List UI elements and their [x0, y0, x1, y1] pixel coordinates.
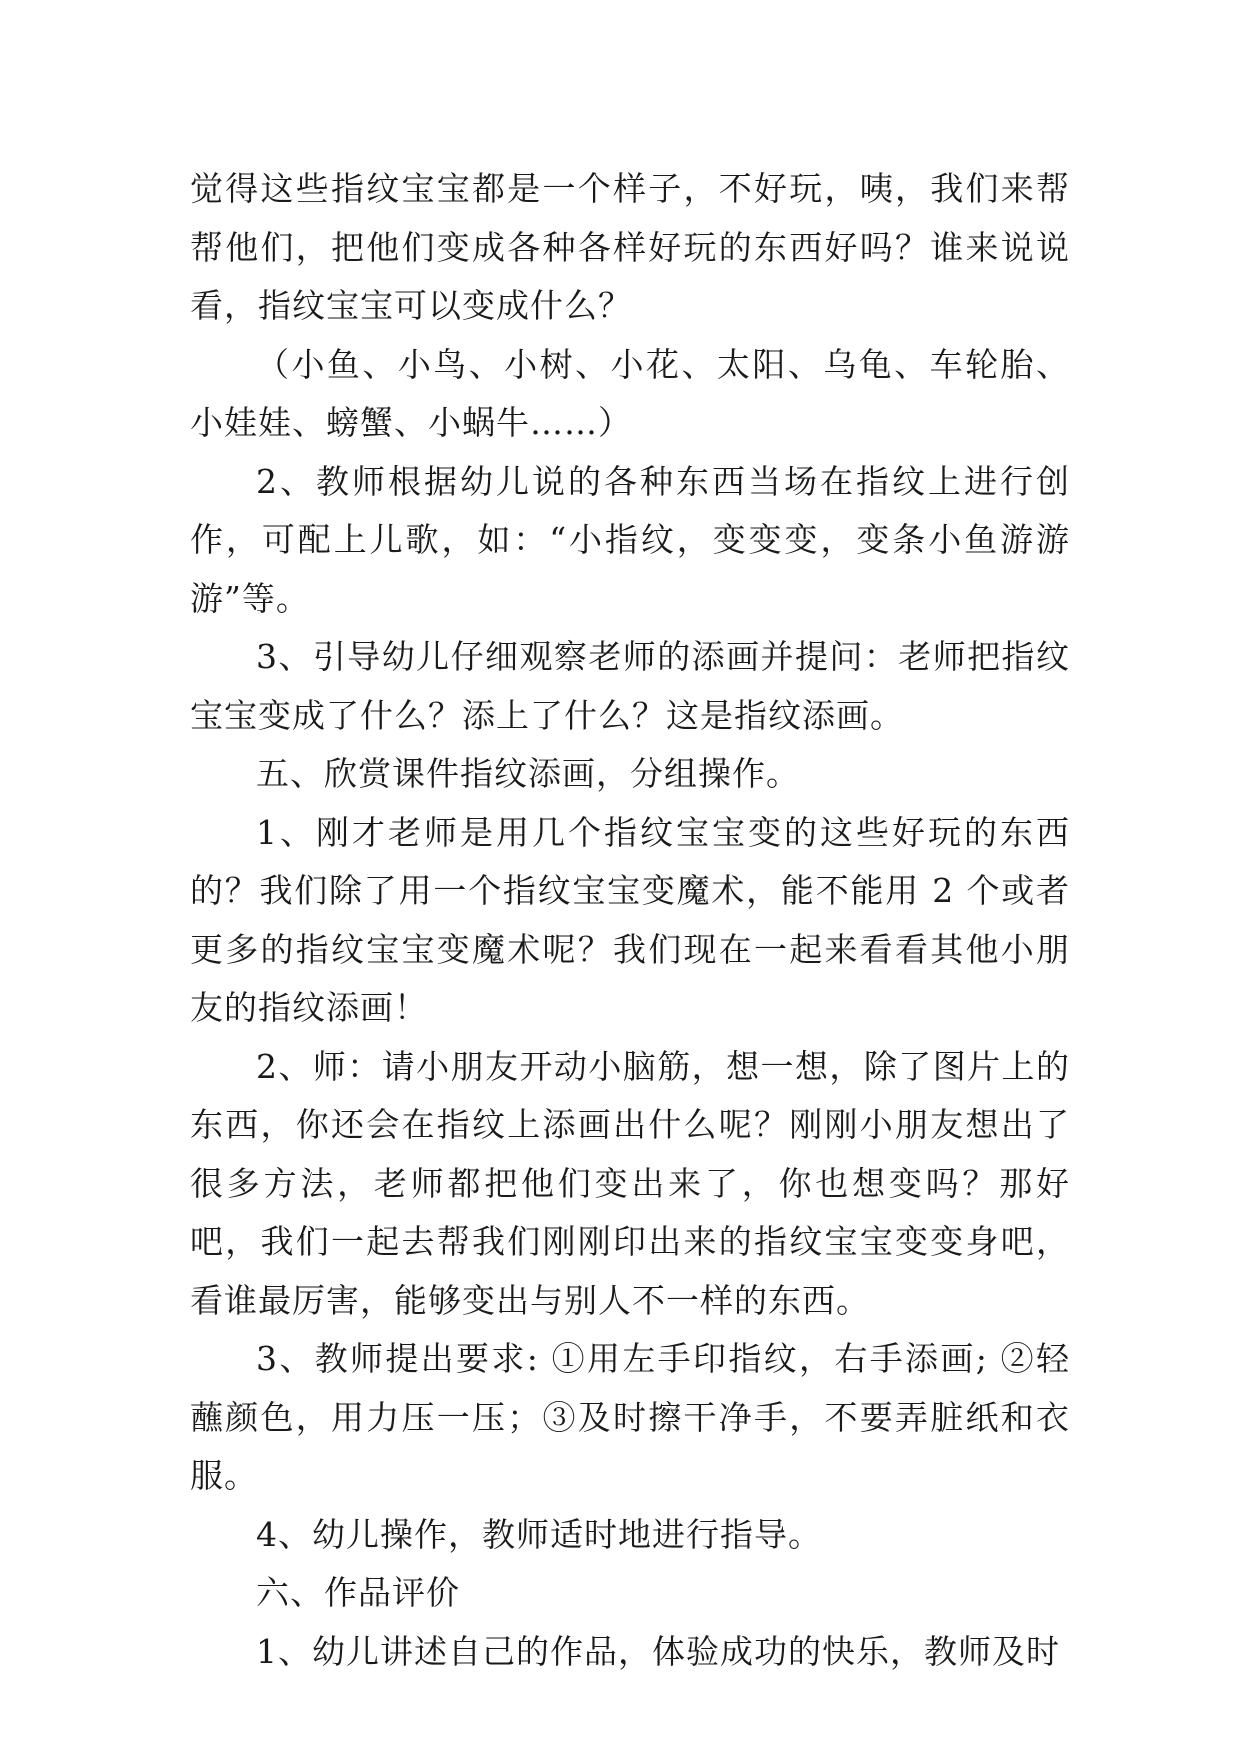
paragraph-7: 2、师：请小朋友开动小脑筋，想一想，除了图片上的东西，你还会在指纹上添画出什么呢？刚刚小朋友想出了很多方法，老师都把他们变出来了，你也想变吗？那好吧，我们一起去帮我们刚刚印出来的指纹宝宝变变身吧，看谁最厉害，能够变出与别人不一样的东西。 [190, 1046, 1070, 1320]
document-body [190, 160, 1070, 1681]
section-heading-5: 五、欣赏课件指纹添画，分组操作。 [256, 754, 800, 793]
paragraph-6: 1、刚才老师是用几个指纹宝宝变的这些好玩的东西的？我们除了用一个指纹宝宝变魔术，能不能用 2 个或者更多的指纹宝宝变魔术呢？我们现在一起来看看其他小朋友的指纹添画！ [190, 812, 1070, 1027]
paragraph-11: 1、幼儿讲述自己的作品，体验成功的快乐，教师及时 [256, 1631, 1060, 1671]
paragraph-9: 4、幼儿操作，教师适时地进行指导。 [256, 1514, 822, 1554]
paragraph-1: 觉得这些指纹宝宝都是一个样子，不好玩，咦，我们来帮帮他们，把他们变成各种各样好玩的东西好吗？谁来说说看，指纹宝宝可以变成什么？ [190, 169, 1070, 325]
paragraph-2: （小鱼、小鸟、小树、小花、太阳、乌龟、车轮胎、小娃娃、螃蟹、小蜗牛……） [190, 344, 1070, 442]
section-heading-6: 六、作品评价 [256, 1573, 460, 1612]
paragraph-8: 3、教师提出要求: ①用左手印指纹，右手添画; ②轻蘸颜色，用力压一压；③及时擦干净手，不要弄脏纸和衣服。 [190, 1339, 1070, 1495]
paragraph-4: 3、引导幼儿仔细观察老师的添画并提问：老师把指纹宝宝变成了什么？添上了什么？这是指纹添画。 [190, 637, 1070, 735]
paragraph-3: 2、教师根据幼儿说的各种东西当场在指纹上进行创作，可配上儿歌，如：“小指纹，变变变，变条小鱼游游游”等。 [190, 461, 1070, 618]
